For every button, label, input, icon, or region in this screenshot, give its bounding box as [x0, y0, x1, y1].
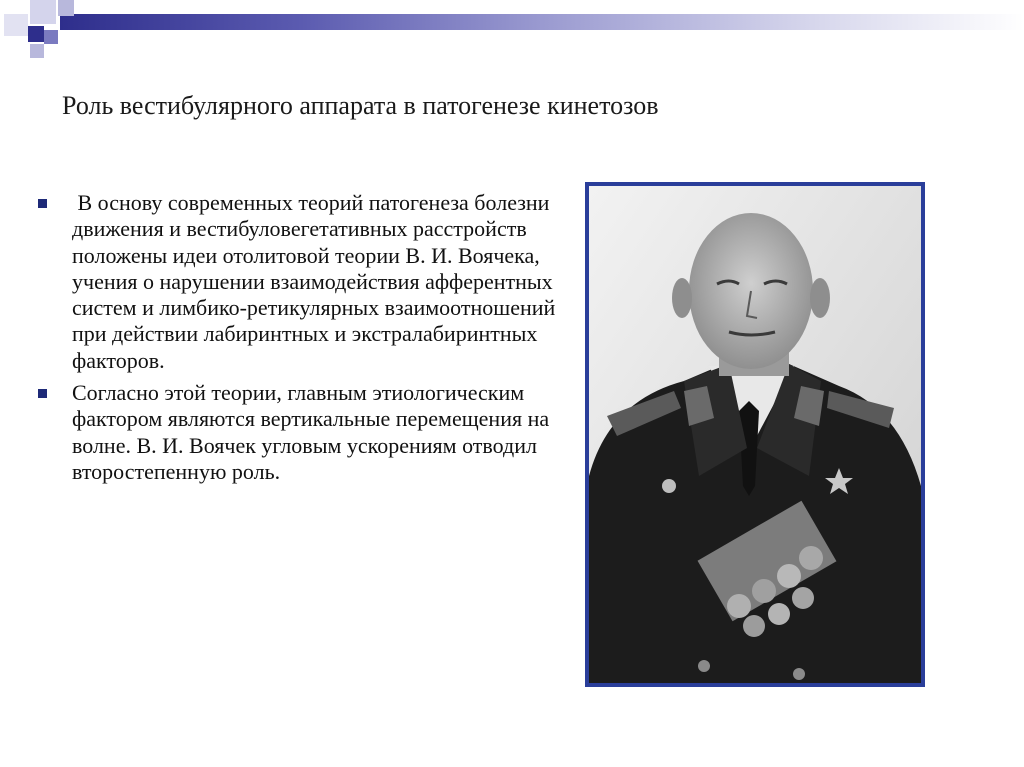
decor-square [58, 0, 74, 16]
portrait-illustration [589, 186, 921, 683]
decor-square [30, 44, 44, 58]
bullet-item [36, 190, 561, 374]
bullet-text: Согласно этой теории, главным этиологическим фактором являются вертикальные перемещения на волне. В. И. Воячек угловым ускорениям отводил второстепенную роль. [72, 380, 550, 484]
decor-square [30, 0, 56, 24]
decor-square [44, 30, 58, 44]
bullet-item [36, 380, 556, 485]
square-bullet-icon [38, 389, 47, 398]
slide-title: Роль вестибулярного аппарата в патогенезе кинетозов [62, 91, 659, 120]
decor-square [4, 14, 28, 36]
square-bullet-icon [38, 199, 47, 208]
bullet-text: В основу современных теорий патогенеза болезни движения и вестибуловегетативных расстройств положены идеи отолитовой теории В. И. Воячека, учения о нарушении взаимодействия афферентных систем и лимбико-ретикулярных взаимоотношений при действии лабиринтных и экстралабиринтных факторов. [72, 190, 561, 373]
decor-square [28, 26, 44, 42]
portrait-photo [585, 182, 925, 687]
bullet-list [36, 190, 561, 491]
header-gradient-bar [60, 14, 1024, 30]
